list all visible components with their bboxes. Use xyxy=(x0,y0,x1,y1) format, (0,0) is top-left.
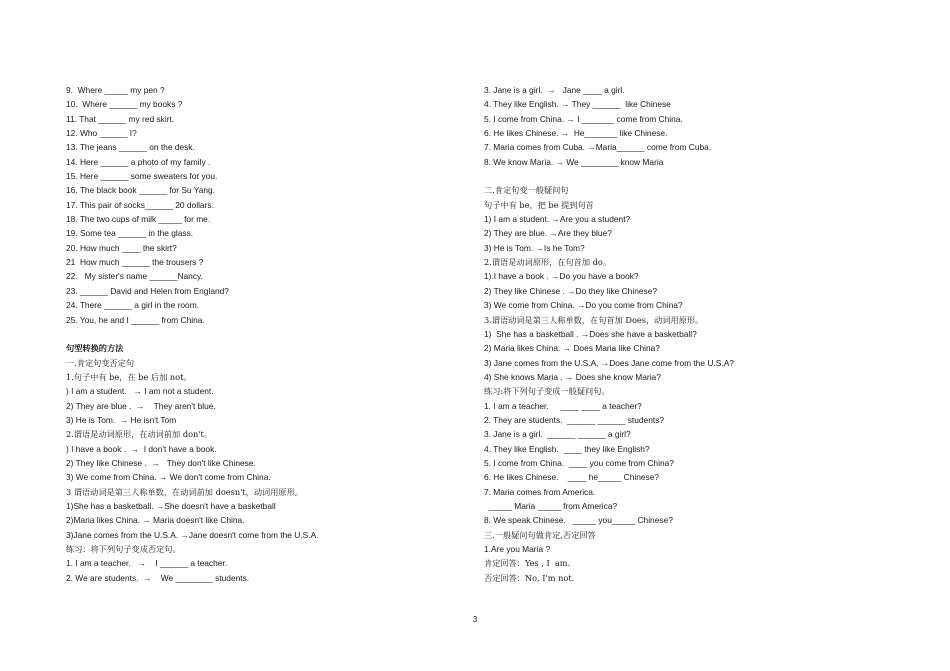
text-line: 6. He likes Chinese. ____ he_____ Chinese? xyxy=(484,472,660,483)
rule-line: 3.谓语动词是第三人称单数，在句首加 Does，动词用原形。 xyxy=(484,314,704,325)
text-line: 16. The black book ______ for Su Yang. xyxy=(66,185,215,196)
text-line: 5. I come from China. → I _______ come from China. xyxy=(484,113,683,124)
text-line: 14. Here ______ a photo of my family . xyxy=(66,156,211,167)
text-line: 5. I come from China. ____ you come from China? xyxy=(484,457,674,468)
text-line: 2) They are blue . → They aren't blue. xyxy=(66,400,216,411)
text-line: 25. You, he and I ______ from China. xyxy=(66,314,205,325)
text-line: 8. We know Maria. → We ________ know Maria xyxy=(484,156,664,167)
text-line: 18. The two cups of milk _____ for me. xyxy=(66,214,211,225)
left-column xyxy=(66,83,446,585)
rule-line: 句子中有 be，把 be 提到句首 xyxy=(484,199,594,210)
text-line: 9. Where _____ my pen ? xyxy=(66,85,165,95)
rule-line: 3 谓语动词是第三人称单数，在动词前加 doesn't，动词用原形。 xyxy=(66,486,303,497)
subsection-heading: 一.肯定句变否定句 xyxy=(66,357,135,368)
subsection-heading: 二.肯定句变一般疑问句 xyxy=(484,185,569,196)
text-line: 11. That ______ my red skirt. xyxy=(66,113,175,124)
text-line: 7. Maria comes from America. xyxy=(484,486,596,497)
text-line: ) I have a book . → I don't have a book. xyxy=(66,443,217,454)
text-line: 3) He is Tom. → He isn't Tom xyxy=(66,414,177,425)
section-heading: 句型转换的方法 xyxy=(66,343,124,354)
text-line: 3) Jane comes from the U.S.A. →Does Jane come from the U.S.A? xyxy=(484,357,734,368)
text-line: 3) He is Tom. →Is he Tom? xyxy=(484,242,585,253)
text-line: 1.Are you Maria ? xyxy=(484,544,551,554)
exercise-heading: 练习:将下列句子变成一般疑问句。 xyxy=(484,386,610,397)
text-line: 2) They are blue. →Are they blue? xyxy=(484,228,612,239)
text-line: 23. ______ David and Helen from England? xyxy=(66,285,229,296)
text-line: 2) Maria likes China. → Does Maria like China? xyxy=(484,343,660,354)
text-line: 22. My sister's name ______Nancy. xyxy=(66,271,203,282)
text-line: 20. How much ____ the skirt? xyxy=(66,242,177,253)
text-line: 否定回答：No, I'm not. xyxy=(484,572,575,583)
right-column xyxy=(484,83,904,585)
text-line: 2) They like Chinese . → They don't like Chinese. xyxy=(66,457,256,468)
text-line: 17. This pair of socks______ 20 dollars. xyxy=(66,199,214,210)
text-line: 4) She knows Maria . → Does she know Maria? xyxy=(484,371,661,382)
text-line: 7. Maria comes from Cuba. →Maria______ come from Cuba. xyxy=(484,142,712,153)
text-line: 3. Jane is a girl. ______ ______ a girl? xyxy=(484,429,631,440)
text-line: 1. I am a teacher. ____ ____ a teacher? xyxy=(484,400,642,411)
text-line: 1).I have a book . →Do you have a book? xyxy=(484,271,639,282)
text-line: 13. The jeans ______ on the desk. xyxy=(66,142,195,153)
text-line: 3) We come from China. →Do you come from China? xyxy=(484,300,683,311)
text-line: 2)Maria likes China. → Maria doesn't like China. xyxy=(66,515,245,526)
rule-line: 2.谓语是动词原形，在句首加 do。 xyxy=(484,257,612,268)
text-line: 3)Jane comes from the U.S.A. →Jane doesn't come from the U.S.A. xyxy=(66,529,319,540)
exercise-heading: 练习：将下列句子变成否定句。 xyxy=(66,544,181,554)
text-line: 4. They like English. ____ they like English? xyxy=(484,443,650,454)
text-line: 19. Some tea ______ in the glass. xyxy=(66,228,194,239)
text-line: 2. We are students. → We ________ students. xyxy=(66,572,250,583)
text-line: 1. I am a teacher. → I ______ a teacher. xyxy=(66,558,228,569)
rule-line: 2.谓语是动词原形，在动词前加 don't。 xyxy=(66,429,213,440)
page-number: 3 xyxy=(472,615,478,624)
text-line: 8. We speak Chinese. _____ you_____ Chinese? xyxy=(484,515,673,526)
text-line: 3. Jane is a girl. → Jane ____ a girl. xyxy=(484,85,625,95)
subsection-heading: 三.一般疑问句做肯定,否定回答 xyxy=(484,529,596,540)
blank-line xyxy=(66,327,446,341)
text-line: 6. He likes Chinese. → He_______ like Chinese. xyxy=(484,128,668,139)
text-line: 3) We come from China. → We don't come from China. xyxy=(66,472,271,483)
rule-line: 1.句子中有 be，在 be 后加 not。 xyxy=(66,371,192,382)
text-line: 1) I am a student. →Are you a student? xyxy=(484,214,631,225)
text-line: 肯定回答：Yes , I am. xyxy=(484,558,571,569)
text-line: 12. Who ______ I? xyxy=(66,128,137,139)
text-line: ) I am a student. → I am not a student. xyxy=(66,386,214,397)
text-line: _____ Maria _____ from America? xyxy=(484,500,618,511)
text-line: 2) They like Chinese . →Do they like Chinese? xyxy=(484,285,658,296)
text-line: 4. They like English. → They ______ like Chinese xyxy=(484,99,671,110)
text-line: 1) She has a basketball . →Does she have a basketball? xyxy=(484,328,697,339)
text-line: 1)She has a basketball. →She doesn't have a basketball xyxy=(66,500,276,511)
text-line: 2. They are students. ______ ______ students? xyxy=(484,414,665,425)
blank-line xyxy=(484,169,904,183)
text-line: 21 How much ______ the trousers ? xyxy=(66,257,204,268)
text-line: 10. Where ______ my books ? xyxy=(66,99,183,110)
text-line: 24. There ______ a girl in the room. xyxy=(66,300,199,311)
text-line: 15. Here ______ some sweaters for you. xyxy=(66,171,218,182)
